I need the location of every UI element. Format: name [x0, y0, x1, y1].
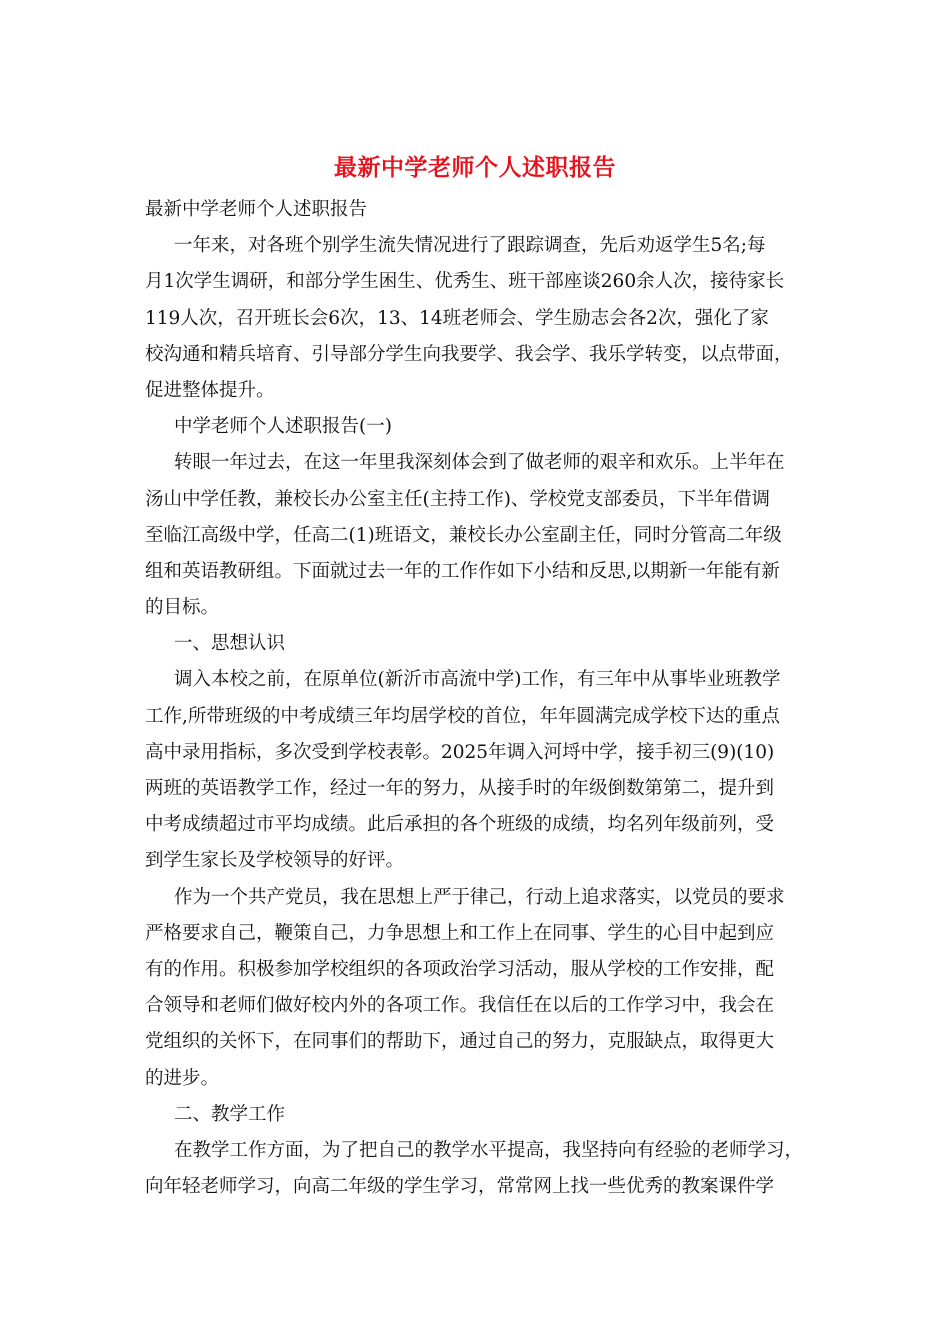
- text-line: 转眼一年过去，在这一年里我深刻体会到了做老师的艰辛和欢乐。上半年在: [174, 452, 785, 474]
- text-line: 高中录用指标，多次受到学校表彰。2025年调入河埒中学，接手初三(9)(10): [145, 741, 775, 763]
- text-line: 月1次学生调研，和部分学生困生、优秀生、班干部座谈260余人次，接待家长: [145, 271, 785, 293]
- text-line: 一、思想认识: [174, 633, 286, 655]
- text-line: 二、教学工作: [174, 1103, 286, 1125]
- text-line: 工作,所带班级的中考成绩三年均居学校的首位，年年圆满完成学校下达的重点: [145, 705, 780, 727]
- document-body: [145, 192, 813, 1205]
- text-line: 汤山中学任教，兼校长办公室主任(主持工作)、学校党支部委员，下半年借调: [145, 488, 770, 510]
- text-line: 调入本校之前，在原单位(新沂市高流中学)工作，有三年中从事毕业班教学: [174, 669, 781, 691]
- text-line: 有的作用。积极参加学校组织的各项政治学习活动，服从学校的工作安排，配: [145, 958, 775, 980]
- text-line: 校沟通和精兵培育、引导部分学生向我要学、我会学、我乐学转变，以点带面，: [145, 343, 793, 365]
- text-line: 至临江高级中学，任高二(1)班语文，兼校长办公室副主任，同时分管高二年级: [145, 524, 782, 546]
- text-line: 严格要求自己，鞭策自己，力争思想上和工作上在同事、学生的心目中起到应: [145, 922, 775, 944]
- text-line: 中学老师个人述职报告(一): [174, 416, 392, 438]
- text-line: 组和英语教研组。下面就过去一年的工作作如下小结和反思,以期新一年能有新: [145, 560, 780, 582]
- text-line: 合领导和老师们做好校内外的各项工作。我信任在以后的工作学习中，我会在: [145, 995, 775, 1017]
- document-title: 最新中学老师个人述职报告: [334, 154, 616, 181]
- text-line: 的目标。: [145, 597, 220, 619]
- text-line: 一年来，对各班个别学生流失情况进行了跟踪调查，先后劝返学生5名;每: [174, 235, 766, 257]
- text-line: 中考成绩超过市平均成绩。此后承担的各个班级的成绩，均名列年级前列，受: [145, 814, 775, 836]
- text-line: 119人次，召开班长会6次，13、14班老师会、学生励志会各2次，强化了家: [145, 307, 769, 329]
- text-line: 向年轻老师学习，向高二年级的学生学习，常常网上找一些优秀的教案课件学: [145, 1176, 775, 1198]
- text-line: 的进步。: [145, 1067, 220, 1089]
- text-line: 最新中学老师个人述职报告: [145, 199, 368, 220]
- text-line: 作为一个共产党员，我在思想上严于律己，行动上追求落实，以党员的要求: [174, 886, 785, 908]
- text-line: 到学生家长及学校领导的好评。: [145, 850, 405, 872]
- text-line: 两班的英语教学工作，经过一年的努力，从接手时的年级倒数第第二，提升到: [145, 778, 775, 799]
- text-line: 促进整体提升。: [145, 379, 275, 401]
- text-line: 党组织的关怀下，在同事们的帮助下，通过自己的努力，克服缺点，取得更大: [145, 1031, 775, 1053]
- text-line: 在教学工作方面，为了把自己的教学水平提高，我坚持向有经验的老师学习，: [174, 1139, 804, 1161]
